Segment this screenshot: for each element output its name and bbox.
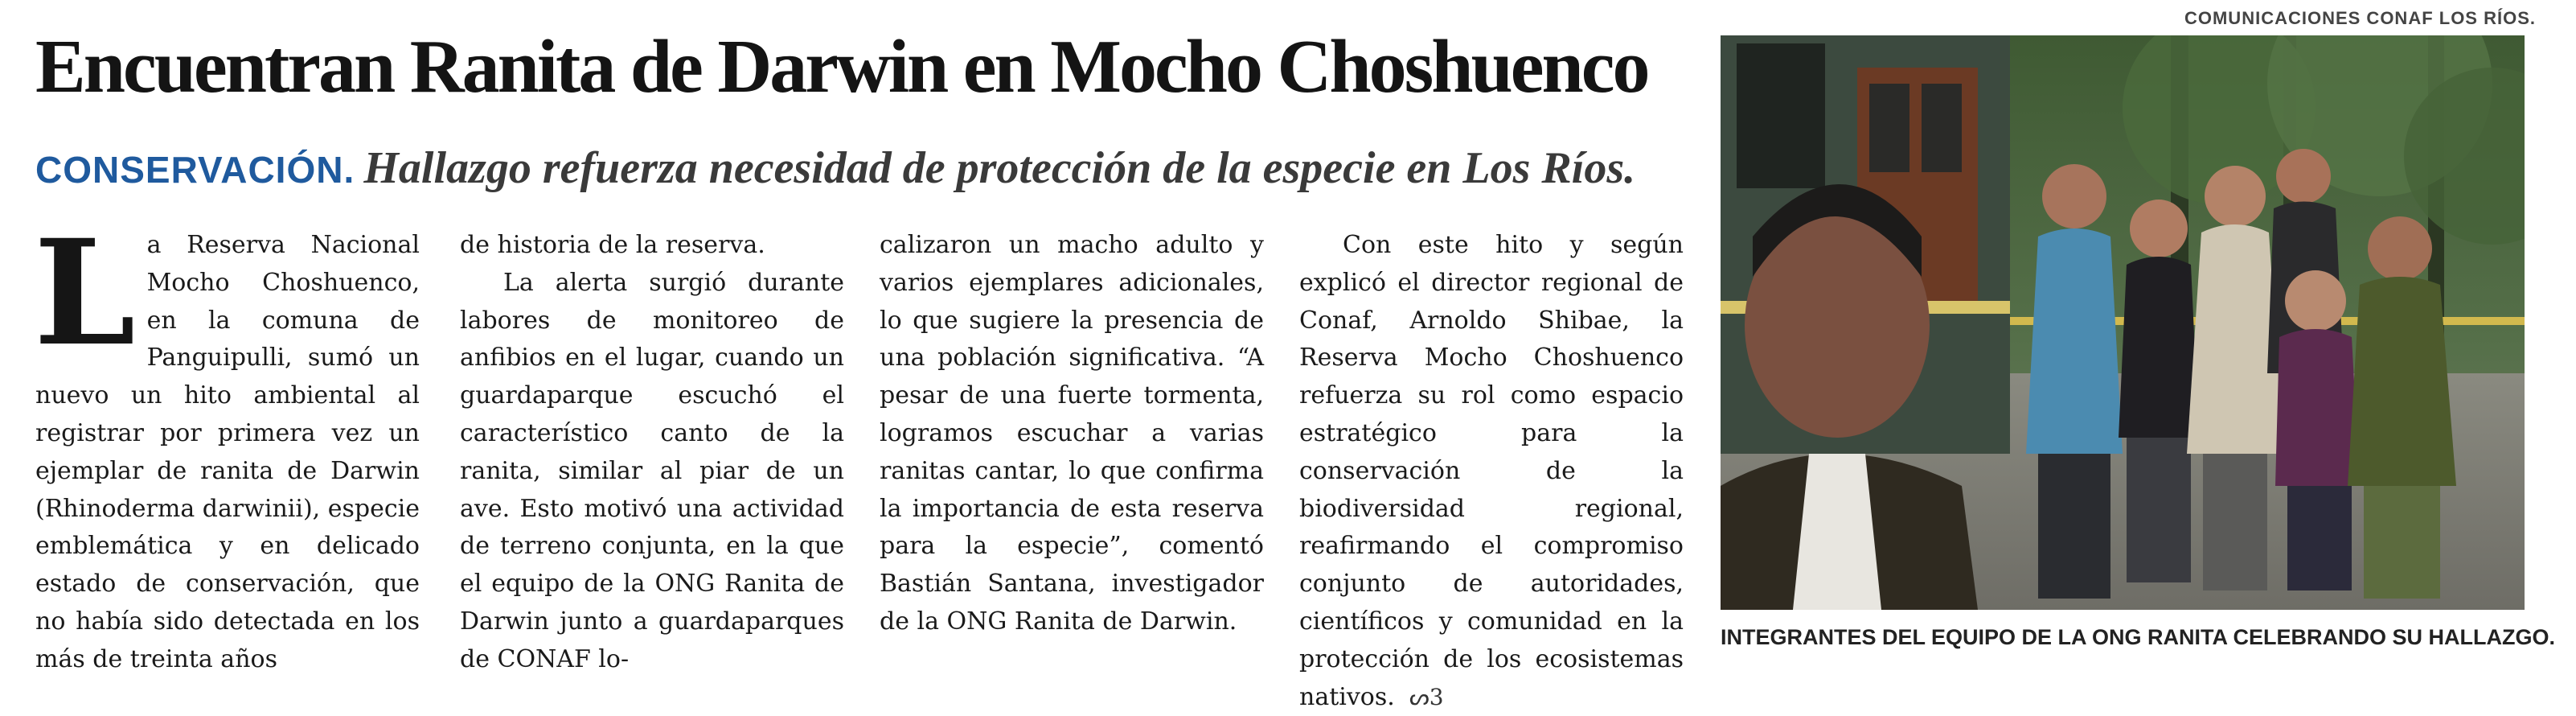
article-paragraph-1 bbox=[34, 208, 420, 679]
subheadline bbox=[35, 140, 1692, 207]
section-kicker: CONSERVACIÓN. bbox=[35, 149, 355, 191]
article-paragraph-2-cont: calizaron un macho adulto y varios ejemplares adicionales, lo que sugiere la presencia de una población significativa. “A pesar de una fuerte tormenta, logramos escuchar a varias ranitas cantar, lo que confirma la importancia de esta reserva para la especie”, comentó Bastián Santana, investigador de la ONG Ranita de Darwin. bbox=[880, 231, 1264, 636]
deck-text: Hallazgo refuerza necesidad de protección de la especie en Los Ríos. bbox=[363, 143, 1636, 193]
headline: Encuentran Ranita de Darwin en Mocho Choshuenco bbox=[35, 25, 1648, 109]
article-column-2 bbox=[460, 227, 844, 679]
article-paragraph-3 bbox=[1299, 227, 1684, 716]
article-column-1 bbox=[34, 208, 420, 679]
article-column-3 bbox=[880, 227, 1264, 641]
article-column-4 bbox=[1299, 227, 1684, 716]
article-paragraph-2: La alerta surgió durante labores de monitoreo de anfibios en el lugar, cuando un guardaparque escuchó el característico canto de la ranita, similar al piar de un ave. Esto motivó una actividad de terreno conjunta, en la que el equipo de la ONG Ranita de Darwin junto a guardaparques de CONAF lo- bbox=[460, 268, 844, 673]
photo-caption: INTEGRANTES DEL EQUIPO DE LA ONG RANITA CELEBRANDO SU HALLAZGO. bbox=[1721, 625, 2556, 649]
credit-line: COMUNICACIONES CONAF LOS RÍOS. bbox=[2184, 8, 2536, 28]
end-mark-icon: ᔕ3 bbox=[1409, 683, 1444, 710]
paragraph-3-text: Con este hito y según explicó el director regional de Conaf, Arnoldo Shibae, la Reserva Mocho Choshuenco refuerza su rol como espacio estratégico para la conservación de la biodiversidad regional, reafirmando el compromiso conjunto de autoridades, científicos y comunidad en la protección de los ecosistemas nativos. bbox=[1299, 231, 1684, 711]
news-photo bbox=[1721, 35, 2525, 610]
article-paragraph-1-cont: de historia de la reserva. bbox=[460, 231, 765, 259]
dropcap-letter: L bbox=[34, 208, 136, 378]
group-selfie-photo bbox=[1721, 35, 2525, 610]
paragraph-1-text: a Reserva Nacional Mocho Choshuenco, en la comuna de Panguipulli, sumó un nuevo un hito ambiental al registrar por primera vez un ejemplar de ranita de Darwin (Rhinoderma darwinii), especie emblemática y en delicado estado de conservación, que no había sido detectada en los más de treinta años bbox=[35, 231, 420, 673]
